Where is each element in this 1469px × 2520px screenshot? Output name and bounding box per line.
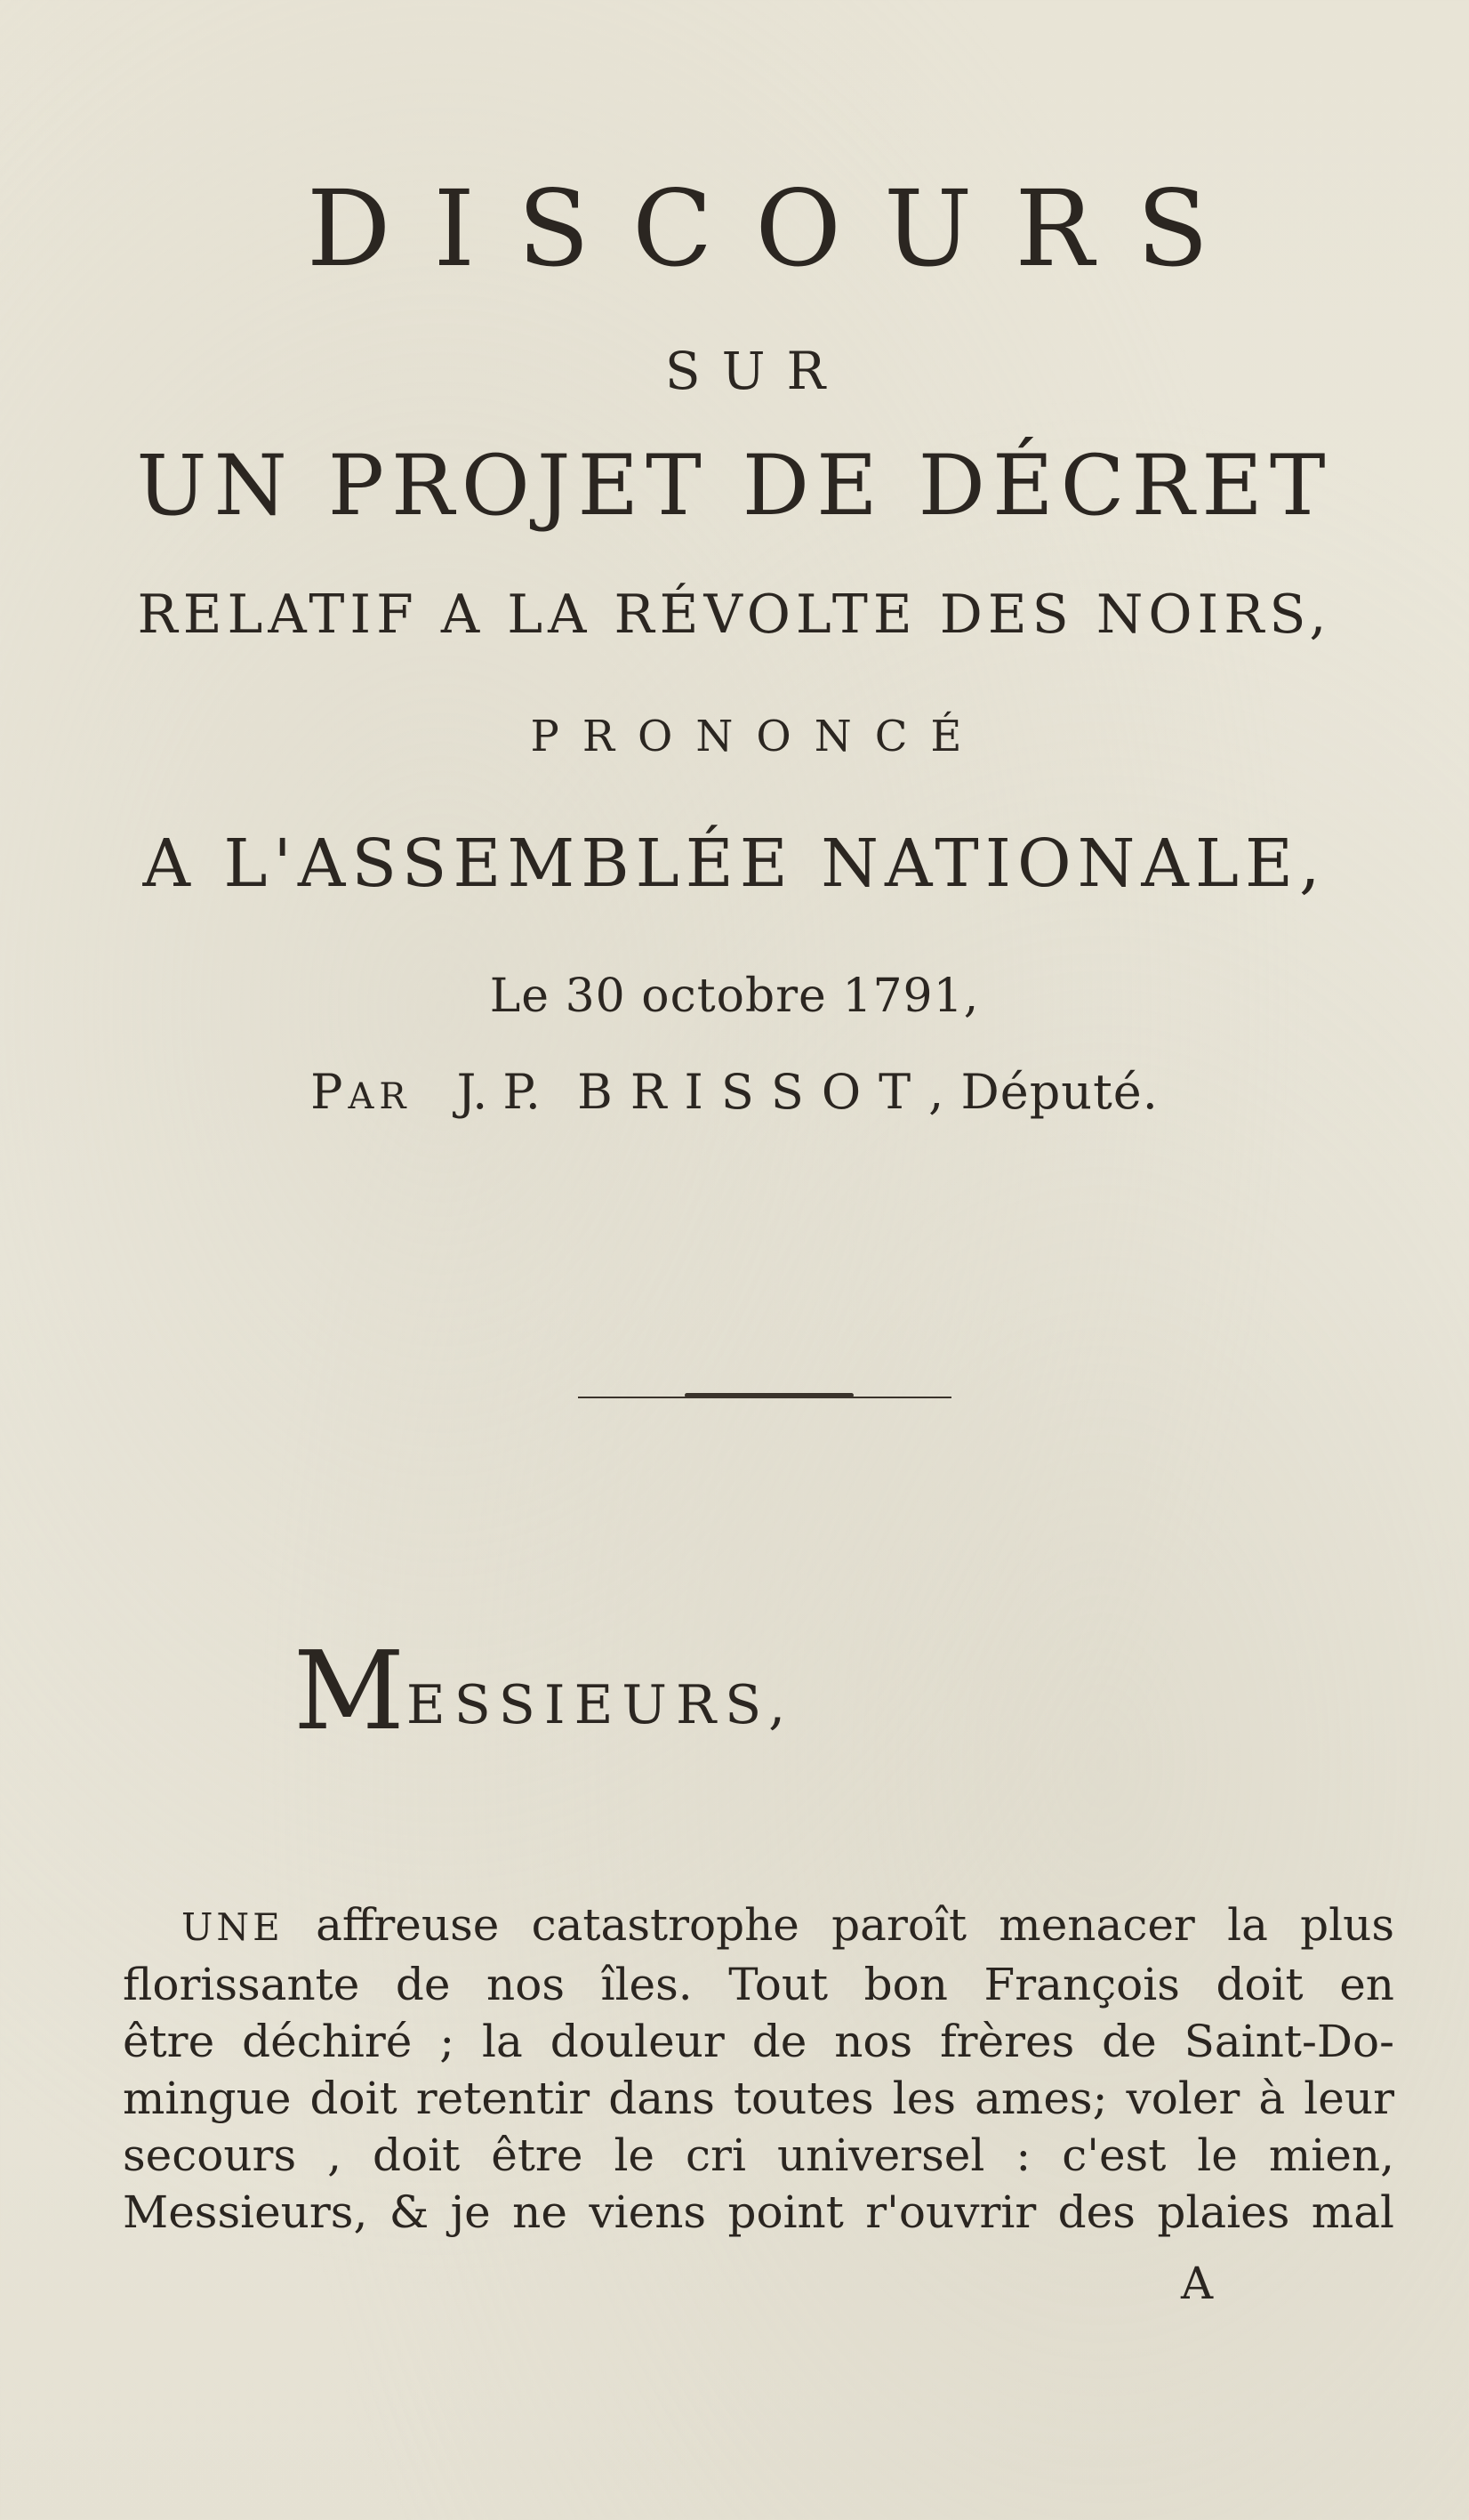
section-divider-thick [685,1393,854,1397]
byline-par-initial: P [310,1064,349,1120]
title-discours: DISCOURS [306,167,1252,290]
byline-role: , Député. [928,1064,1159,1120]
salutation [293,1628,794,1754]
title-assemblee: A L'ASSEMBLÉE NATIONALE, [142,825,1327,902]
byline-par-rest: AR [348,1076,412,1117]
title-date: Le 30 octobre 1791, [489,970,980,1023]
title-relatif: RELATIF A LA RÉVOLTE DES NOIRS, [137,584,1332,646]
salutation-initial: M [293,1628,406,1754]
body-line-1 [123,1896,1394,1956]
body-line-6: Messieurs, & je ne viens point r'ouvrir des plaies mal [123,2186,1394,2238]
byline-initials: J. P. [456,1064,541,1120]
author-byline [0,1064,1469,1120]
salutation-rest: ESSIEURS, [405,1674,795,1736]
signature-mark: A [1181,2258,1214,2309]
title-sur: SUR [664,341,847,401]
body-paragraph [123,1896,1394,2241]
byline-name: BRISSOT [577,1064,929,1120]
body-line-3: être déchiré ; la douleur de nos frères de Saint-Do- [123,2016,1394,2067]
body-line-1-text: affreuse catastrophe paroît menacer la plus [283,1899,1394,1951]
body-line-2: florissante de nos îles. Tout bon François doit en [123,1959,1394,2010]
body-line-4: mingue doit retentir dans toutes les ames; voler à leur [123,2073,1394,2124]
title-subject: UN PROJET DE DÉCRET [136,438,1333,535]
opening-word: UNE [181,1905,284,1949]
title-prononce: PRONONCÉ [530,712,985,761]
body-line-5: secours , doit être le cri universel : c'est le mien, [123,2130,1394,2181]
